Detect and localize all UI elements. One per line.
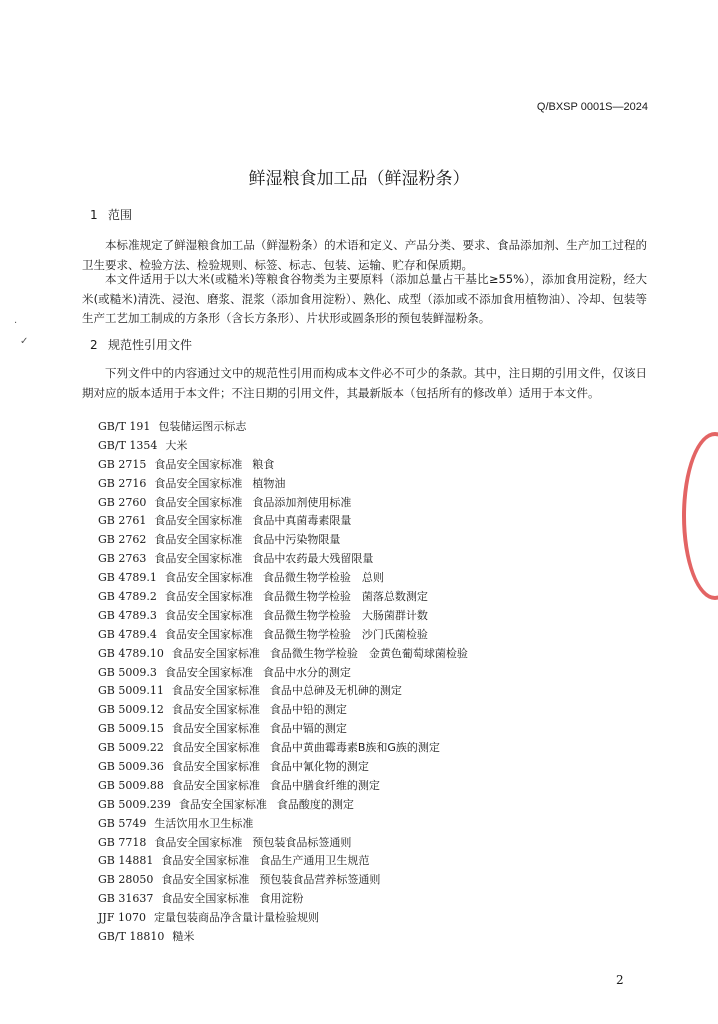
reference-subject: 粮食 <box>252 457 275 471</box>
reference-item <box>98 701 468 720</box>
reference-item <box>98 909 468 928</box>
reference-code: GB 5009.15 <box>98 722 164 736</box>
reference-name: 食品安全国家标准 <box>164 608 253 622</box>
reference-item <box>98 664 468 683</box>
reference-code: GB 2761 <box>98 514 147 528</box>
reference-subject: 食品添加剂使用标准 <box>252 495 352 509</box>
reference-item <box>98 550 468 569</box>
reference-subject: 食品中农药最大残留限量 <box>252 552 374 566</box>
reference-item <box>98 456 468 475</box>
reference-item <box>98 758 468 777</box>
reference-subject: 食品中水分的测定 <box>262 665 351 679</box>
reference-name: 食品安全国家标准 <box>154 495 243 509</box>
reference-item <box>98 815 468 834</box>
reference-name: 食品安全国家标准 <box>154 552 243 566</box>
reference-code: GB/T 191 <box>98 420 151 433</box>
reference-name: 大米 <box>165 438 188 452</box>
reference-item <box>98 418 468 437</box>
reference-name: 食品安全国家标准 <box>171 778 260 792</box>
scan-mark: ✓ <box>20 336 29 347</box>
reference-item <box>98 569 468 588</box>
reference-code: GB 2763 <box>98 552 147 566</box>
reference-name: 食品安全国家标准 <box>164 627 253 641</box>
reference-name: 包装储运图示标志 <box>158 420 247 433</box>
reference-item <box>98 437 468 456</box>
reference-name: 食品安全国家标准 <box>161 873 250 887</box>
reference-item <box>98 682 468 701</box>
reference-item <box>98 720 468 739</box>
reference-subject: 食品中真菌毒素限量 <box>252 514 352 528</box>
reference-subject: 食用淀粉 <box>259 892 304 906</box>
reference-code: GB 28050 <box>98 873 154 887</box>
document-code: Q/BXSP 0001S—2024 <box>536 101 648 113</box>
document-title: 鲜湿粮食加工品（鲜湿粉条） <box>248 169 470 189</box>
reference-name: 食品安全国家标准 <box>171 741 260 755</box>
references-intro: 下列文件中的内容通过文中的规范性引用而构成本文件必不可少的条款。其中，注日期的引用文件，仅该日期对应的版本适用于本文件；不注日期的引用文件，其最新版本（包括所有的修改单）适用于本文件。 <box>82 366 647 400</box>
reference-subject: 食品中污染物限量 <box>252 533 341 547</box>
reference-subject: 食品中铅的测定 <box>269 703 347 717</box>
reference-item <box>98 512 468 531</box>
reference-subject: 食品微生物学检验 金黄色葡萄球菌检验 <box>269 646 468 660</box>
scan-mark: · <box>14 318 18 329</box>
section-number: 1 <box>90 208 98 222</box>
reference-subject: 食品中总砷及无机砷的测定 <box>269 684 402 698</box>
reference-name: 食品安全国家标准 <box>171 684 260 698</box>
reference-item <box>98 626 468 645</box>
reference-item <box>98 777 468 796</box>
reference-code: GB/T 18810 <box>98 930 165 944</box>
reference-subject: 食品中黄曲霉毒素B族和G族的测定 <box>269 741 440 755</box>
reference-subject: 食品中镉的测定 <box>269 722 347 736</box>
reference-item <box>98 890 468 909</box>
reference-subject: 食品中氰化物的测定 <box>269 760 369 774</box>
reference-item <box>98 475 468 494</box>
section-1-heading <box>90 206 132 223</box>
reference-code: GB 2762 <box>98 533 147 547</box>
reference-item <box>98 531 468 550</box>
reference-code: GB 2715 <box>98 457 147 471</box>
reference-code: GB 31637 <box>98 892 154 906</box>
reference-list <box>98 418 468 947</box>
reference-item <box>98 852 468 871</box>
reference-item <box>98 739 468 758</box>
reference-code: GB 5749 <box>98 816 147 830</box>
reference-code: GB 4789.2 <box>98 590 157 604</box>
reference-code: GB 7718 <box>98 835 147 849</box>
reference-name: 食品安全国家标准 <box>164 590 253 604</box>
section-title: 范围 <box>108 208 133 222</box>
reference-subject: 食品微生物学检验 大肠菌群计数 <box>262 608 428 622</box>
reference-subject: 食品微生物学检验 沙门氏菌检验 <box>262 627 428 641</box>
reference-item <box>98 796 468 815</box>
scope-paragraph-1: 本标准规定了鲜湿粮食加工品（鲜湿粉条）的术语和定义、产品分类、要求、食品添加剂、生产加工过程的卫生要求、检验方法、检验规则、标签、标志、包装、运输、贮存和保质期。 <box>82 238 647 272</box>
reference-code: GB 5009.36 <box>98 760 164 774</box>
reference-code: GB 2760 <box>98 495 147 509</box>
reference-subject: 食品酸度的测定 <box>276 797 354 811</box>
reference-item <box>98 607 468 626</box>
reference-name: 食品安全国家标准 <box>171 722 260 736</box>
reference-item <box>98 645 468 664</box>
reference-code: GB 4789.3 <box>98 608 157 622</box>
reference-subject: 食品微生物学检验 菌落总数测定 <box>262 590 428 604</box>
reference-name: 食品安全国家标准 <box>154 476 243 490</box>
reference-item <box>98 494 468 513</box>
reference-code: JJF 1070 <box>98 911 146 925</box>
scope-paragraph-2: 本文件适用于以大米(或糙米)等粮食谷物类为主要原料（添加总量占干基比≥55%），添加食用淀粉，经大米(或糙米)清洗、浸泡、磨浆、混浆（添加食用淀粉）、熟化、成型（添加或不添加食用植物油）、冷却、包装等生产工艺加工制成的方条形（含长方条形）、片状形或圆条形的预包装鲜湿粉条。 <box>82 272 647 325</box>
section-2-heading <box>90 336 192 353</box>
reference-name: 食品安全国家标准 <box>171 703 260 717</box>
reference-code: GB 4789.4 <box>98 627 157 641</box>
reference-item <box>98 588 468 607</box>
reference-name: 食品安全国家标准 <box>171 646 260 660</box>
reference-code: GB 2716 <box>98 476 147 490</box>
reference-name: 定量包装商品净含量计量检验规则 <box>153 911 319 925</box>
reference-code: GB 5009.11 <box>98 684 164 698</box>
reference-code: GB 5009.88 <box>98 778 164 792</box>
reference-item <box>98 871 468 890</box>
reference-name: 食品安全国家标准 <box>178 797 267 811</box>
reference-code: GB 14881 <box>98 854 154 868</box>
reference-code: GB 4789.10 <box>98 646 164 660</box>
reference-subject: 预包装食品营养标签通则 <box>259 873 381 887</box>
reference-name: 食品安全国家标准 <box>154 533 243 547</box>
reference-subject: 食品中膳食纤维的测定 <box>269 778 380 792</box>
reference-code: GB 5009.3 <box>98 665 157 679</box>
reference-name: 食品安全国家标准 <box>164 571 253 585</box>
reference-code: GB/T 1354 <box>98 438 158 452</box>
reference-name: 食品安全国家标准 <box>164 665 253 679</box>
reference-subject: 植物油 <box>252 476 286 490</box>
reference-item <box>98 928 468 947</box>
reference-name: 食品安全国家标准 <box>154 514 243 528</box>
reference-code: GB 5009.12 <box>98 703 164 717</box>
reference-code: GB 5009.239 <box>98 797 171 811</box>
section-number: 2 <box>90 338 98 352</box>
reference-name: 食品安全国家标准 <box>154 835 243 849</box>
reference-name: 食品安全国家标准 <box>154 457 243 471</box>
reference-subject: 食品微生物学检验 总则 <box>262 571 384 585</box>
red-seal-stamp <box>682 432 718 600</box>
reference-code: GB 4789.1 <box>98 571 157 585</box>
reference-name: 食品安全国家标准 <box>161 892 250 906</box>
reference-name: 食品安全国家标准 <box>161 854 250 868</box>
reference-code: GB 5009.22 <box>98 741 164 755</box>
reference-name: 糙米 <box>172 930 195 944</box>
reference-subject: 预包装食品标签通则 <box>252 835 352 849</box>
reference-subject: 食品生产通用卫生规范 <box>259 854 370 868</box>
reference-name: 生活饮用水卫生标准 <box>154 816 254 830</box>
reference-item <box>98 834 468 853</box>
page-number: 2 <box>616 973 624 987</box>
reference-name: 食品安全国家标准 <box>171 760 260 774</box>
section-title: 规范性引用文件 <box>108 338 193 352</box>
